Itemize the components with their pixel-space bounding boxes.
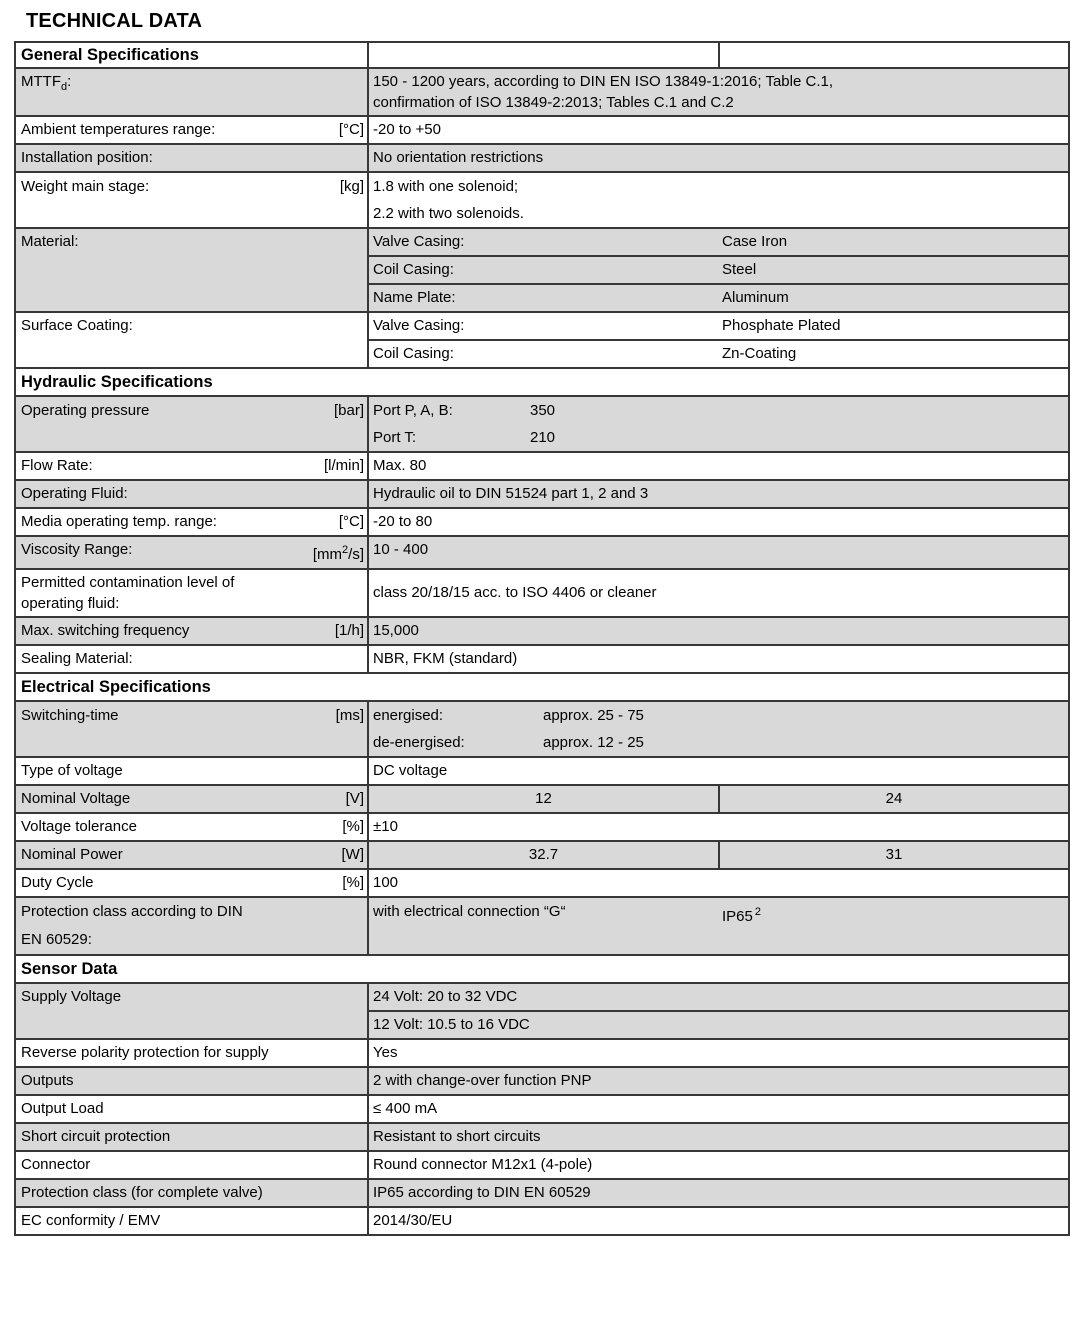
row-max-switching-frequency (16, 618, 1068, 646)
row-switching-time (16, 702, 1068, 758)
ambient-label-cell (16, 117, 369, 143)
nominal-power-24: 31 (885, 846, 903, 863)
material-subrow-name-plate (369, 285, 1068, 311)
weight-value-line-1: 1.8 with one solenoid; (373, 178, 519, 195)
frequency-label: Max. switching frequency (21, 622, 190, 639)
mttf-subscript: d (60, 81, 68, 93)
technical-data-table (14, 41, 1070, 1236)
flow-label-cell (16, 453, 369, 479)
row-connector (16, 1152, 1068, 1180)
surface-label-cell (16, 313, 369, 367)
supply-12v-value: 12 Volt: 10.5 to 16 VDC (373, 1016, 530, 1033)
ec-label-cell (16, 1208, 369, 1234)
frequency-unit: [1/h] (334, 622, 364, 639)
fluid-label-cell (16, 481, 369, 507)
viscosity-unit-superscript: 2 (342, 544, 349, 556)
viscosity-value: 10 - 400 (373, 541, 429, 558)
surface-coil-casing-value: Zn-Coating (722, 345, 797, 362)
frequency-value: 15,000 (373, 622, 419, 639)
surface-subtable (369, 313, 1068, 367)
weight-label-cell (16, 173, 369, 227)
fluid-label: Operating Fluid: (21, 485, 128, 502)
media-temp-label-cell (16, 509, 369, 535)
pressure-value (369, 397, 1068, 451)
protection-valve-value: IP65 according to DIN EN 60529 (373, 1184, 591, 1201)
pressure-port-pab-value: 350 (530, 402, 556, 419)
contamination-value: class 20/18/15 acc. to ISO 4406 or cleaner (373, 584, 657, 601)
weight-unit: [kg] (339, 178, 364, 195)
sealing-label-cell (16, 646, 369, 672)
outputs-label-cell (16, 1068, 369, 1094)
section-header-sensor (16, 956, 1068, 984)
nominal-power-12: 32.7 (369, 842, 720, 868)
switching-label: Switching-time (21, 707, 119, 724)
viscosity-label: Viscosity Range: (21, 541, 133, 558)
row-material (16, 229, 1068, 313)
connector-label-cell (16, 1152, 369, 1178)
material-name-plate-name: Name Plate: (373, 289, 456, 306)
nominal-voltage-24: 24 (885, 790, 903, 807)
connector-value: Round connector M12x1 (4-pole) (373, 1156, 593, 1173)
output-load-label: Output Load (21, 1100, 104, 1117)
sensor-data-heading: Sensor Data (21, 960, 118, 978)
sealing-value: NBR, FKM (standard) (373, 650, 518, 667)
ec-value: 2014/30/EU (373, 1212, 453, 1229)
nominal-power-values (369, 842, 1068, 868)
row-media-temp-range (16, 509, 1068, 537)
media-temp-value: -20 to 80 (373, 513, 433, 530)
reverse-label-cell (16, 1040, 369, 1066)
tolerance-unit: [%] (342, 818, 364, 835)
pressure-label: Operating pressure (21, 402, 150, 419)
section-header-electrical (16, 674, 1068, 702)
outputs-value: 2 with change-over function PNP (373, 1072, 592, 1089)
row-nominal-power (16, 842, 1068, 870)
general-header-empty-cell-2 (720, 43, 1068, 67)
contamination-label: Permitted contamination level of operating fluid: (21, 574, 235, 612)
switching-deenergised-name: de-energised: (373, 734, 465, 751)
mttf-value: 150 - 1200 years, according to DIN EN ISO 13849-1:2016; Table C.1, confirmation of ISO 13849-2:2013; Tables C.1 and C.2 (373, 73, 833, 111)
row-voltage-tolerance (16, 814, 1068, 842)
row-type-of-voltage (16, 758, 1068, 786)
supply-subrow-24v (369, 984, 1068, 1012)
row-surface-coating (16, 313, 1068, 369)
row-operating-pressure (16, 397, 1068, 453)
flow-unit: [l/min] (323, 457, 364, 474)
ambient-unit: [°C] (338, 121, 364, 138)
material-coil-casing-name: Coil Casing: (373, 261, 454, 278)
viscosity-label-cell (16, 537, 369, 568)
pressure-port-t-value: 210 (530, 429, 556, 446)
row-protection-class (16, 898, 1068, 956)
section-header-hydraulic (16, 369, 1068, 397)
row-operating-fluid (16, 481, 1068, 509)
pressure-port-pab-name: Port P, A, B: (373, 402, 453, 419)
section-header-general-label-cell (16, 43, 369, 67)
material-subrow-coil-casing (369, 257, 1068, 285)
fluid-value: Hydraulic oil to DIN 51524 part 1, 2 and 3 (373, 485, 649, 502)
outputs-label: Outputs (21, 1072, 74, 1089)
row-nominal-voltage (16, 786, 1068, 814)
duty-unit: [%] (342, 874, 364, 891)
surface-label: Surface Coating: (21, 317, 133, 334)
row-contamination-level (16, 570, 1068, 618)
nominal-power-label: Nominal Power (21, 846, 123, 863)
nominal-power-unit: [W] (341, 846, 364, 863)
reverse-label: Reverse polarity protection for supply (21, 1044, 269, 1061)
protection-label: Protection class according to DIN EN 60529: (21, 903, 243, 948)
nominal-voltage-unit: [V] (345, 790, 364, 807)
voltage-type-label: Type of voltage (21, 762, 123, 779)
surface-coil-casing-name: Coil Casing: (373, 345, 454, 362)
tolerance-label: Voltage tolerance (21, 818, 137, 835)
pressure-port-pab (373, 397, 1068, 424)
protection-rating-footnote: 2 (754, 906, 761, 918)
switching-energised-value: approx. 25 - 75 (543, 707, 644, 724)
duty-label-cell (16, 870, 369, 896)
surface-valve-casing-name: Valve Casing: (373, 317, 465, 334)
short-circuit-label: Short circuit protection (21, 1128, 171, 1145)
nominal-voltage-label: Nominal Voltage (21, 790, 131, 807)
hydraulic-specifications-heading: Hydraulic Specifications (21, 373, 213, 391)
viscosity-unit: $[mm^2/s]$ (312, 544, 364, 563)
row-outputs (16, 1068, 1068, 1096)
switching-label-cell (16, 702, 369, 756)
tolerance-value: ±10 (373, 818, 398, 835)
row-duty-cycle (16, 870, 1068, 898)
frequency-label-cell (16, 618, 369, 644)
tolerance-label-cell (16, 814, 369, 840)
output-load-value: ≤ 400 mA (373, 1100, 438, 1117)
row-flow-rate (16, 453, 1068, 481)
output-load-label-cell (16, 1096, 369, 1122)
mttf-label: $MTTF_d$: (21, 73, 72, 93)
short-circuit-label-cell (16, 1124, 369, 1150)
weight-label: Weight main stage: (21, 178, 150, 195)
material-label-cell (16, 229, 369, 311)
duty-label: Duty Cycle (21, 874, 94, 891)
row-sealing-material (16, 646, 1068, 674)
switching-energised (373, 702, 1068, 729)
short-circuit-value: Resistant to short circuits (373, 1128, 541, 1145)
protection-value (369, 898, 1068, 954)
general-header-empty-cell-1 (369, 43, 720, 67)
row-output-load (16, 1096, 1068, 1124)
installation-value: No orientation restrictions (373, 149, 544, 166)
switching-energised-name: energised: (373, 707, 444, 724)
supply-subtable (369, 984, 1068, 1038)
row-mttf (16, 69, 1068, 117)
pressure-port-t (373, 424, 1068, 451)
surface-valve-casing-value: Phosphate Plated (722, 317, 841, 334)
media-temp-unit: [°C] (338, 513, 364, 530)
switching-unit: [ms] (335, 707, 364, 724)
flow-value: Max. 80 (373, 457, 427, 474)
material-valve-casing-value: Case Iron (722, 233, 788, 250)
material-coil-casing-value: Steel (722, 261, 757, 278)
voltage-type-value: DC voltage (373, 762, 448, 779)
row-weight-main-stage (16, 173, 1068, 229)
row-supply-voltage (16, 984, 1068, 1040)
supply-subrow-12v (369, 1012, 1068, 1038)
row-installation-position (16, 145, 1068, 173)
connector-label: Connector (21, 1156, 91, 1173)
switching-deenergised-value: approx. 12 - 25 (543, 734, 644, 751)
protection-label-cell (16, 898, 369, 954)
material-subtable (369, 229, 1068, 311)
sealing-label: Sealing Material: (21, 650, 133, 667)
page-title: TECHNICAL DATA (26, 10, 203, 32)
protection-connection-text: with electrical connection “G“ (373, 903, 566, 920)
contamination-label-cell (16, 570, 369, 616)
row-protection-class-valve (16, 1180, 1068, 1208)
weight-value (369, 173, 1068, 227)
material-label: Material: (21, 233, 79, 250)
switching-deenergised (373, 729, 1068, 756)
nominal-voltage-values (369, 786, 1068, 812)
voltage-type-label-cell (16, 758, 369, 784)
material-subrow-valve-casing (369, 229, 1068, 257)
pressure-unit: [bar] (333, 402, 364, 419)
switching-value (369, 702, 1068, 756)
installation-label-cell (16, 145, 369, 171)
ambient-value: -20 to +50 (373, 121, 441, 138)
weight-value-line-2: 2.2 with two solenoids. (373, 205, 524, 222)
ec-label: EC conformity / EMV (21, 1212, 161, 1229)
nominal-voltage-label-cell (16, 786, 369, 812)
surface-subrow-valve-casing (369, 313, 1068, 341)
pressure-port-t-name: Port T: (373, 429, 417, 446)
nominal-power-label-cell (16, 842, 369, 868)
protection-detail (373, 898, 1068, 931)
row-ambient-temperature (16, 117, 1068, 145)
material-valve-casing-name: Valve Casing: (373, 233, 465, 250)
supply-label-cell (16, 984, 369, 1038)
media-temp-label: Media operating temp. range: (21, 513, 217, 530)
material-name-plate-value: Aluminum (722, 289, 789, 306)
row-reverse-polarity (16, 1040, 1068, 1068)
mttf-label-cell (16, 69, 369, 115)
installation-label: Installation position: (21, 149, 153, 166)
pressure-label-cell (16, 397, 369, 451)
ambient-label: Ambient temperatures range: (21, 121, 216, 138)
general-specifications-heading: General Specifications (21, 46, 199, 64)
reverse-value: Yes (373, 1044, 398, 1061)
row-ec-conformity (16, 1208, 1068, 1234)
duty-value: 100 (373, 874, 399, 891)
protection-valve-label-cell (16, 1180, 369, 1206)
surface-subrow-coil-casing (369, 341, 1068, 367)
electrical-specifications-heading: Electrical Specifications (21, 678, 211, 696)
protection-rating: IP65 $^2$ (722, 906, 761, 925)
flow-label: Flow Rate: (21, 457, 93, 474)
row-viscosity-range (16, 537, 1068, 570)
protection-valve-label: Protection class (for complete valve) (21, 1184, 263, 1201)
nominal-voltage-12: 12 (369, 786, 720, 812)
supply-24v-value: 24 Volt: 20 to 32 VDC (373, 988, 518, 1005)
section-header-general (16, 43, 1068, 69)
supply-label: Supply Voltage (21, 988, 122, 1005)
row-short-circuit (16, 1124, 1068, 1152)
